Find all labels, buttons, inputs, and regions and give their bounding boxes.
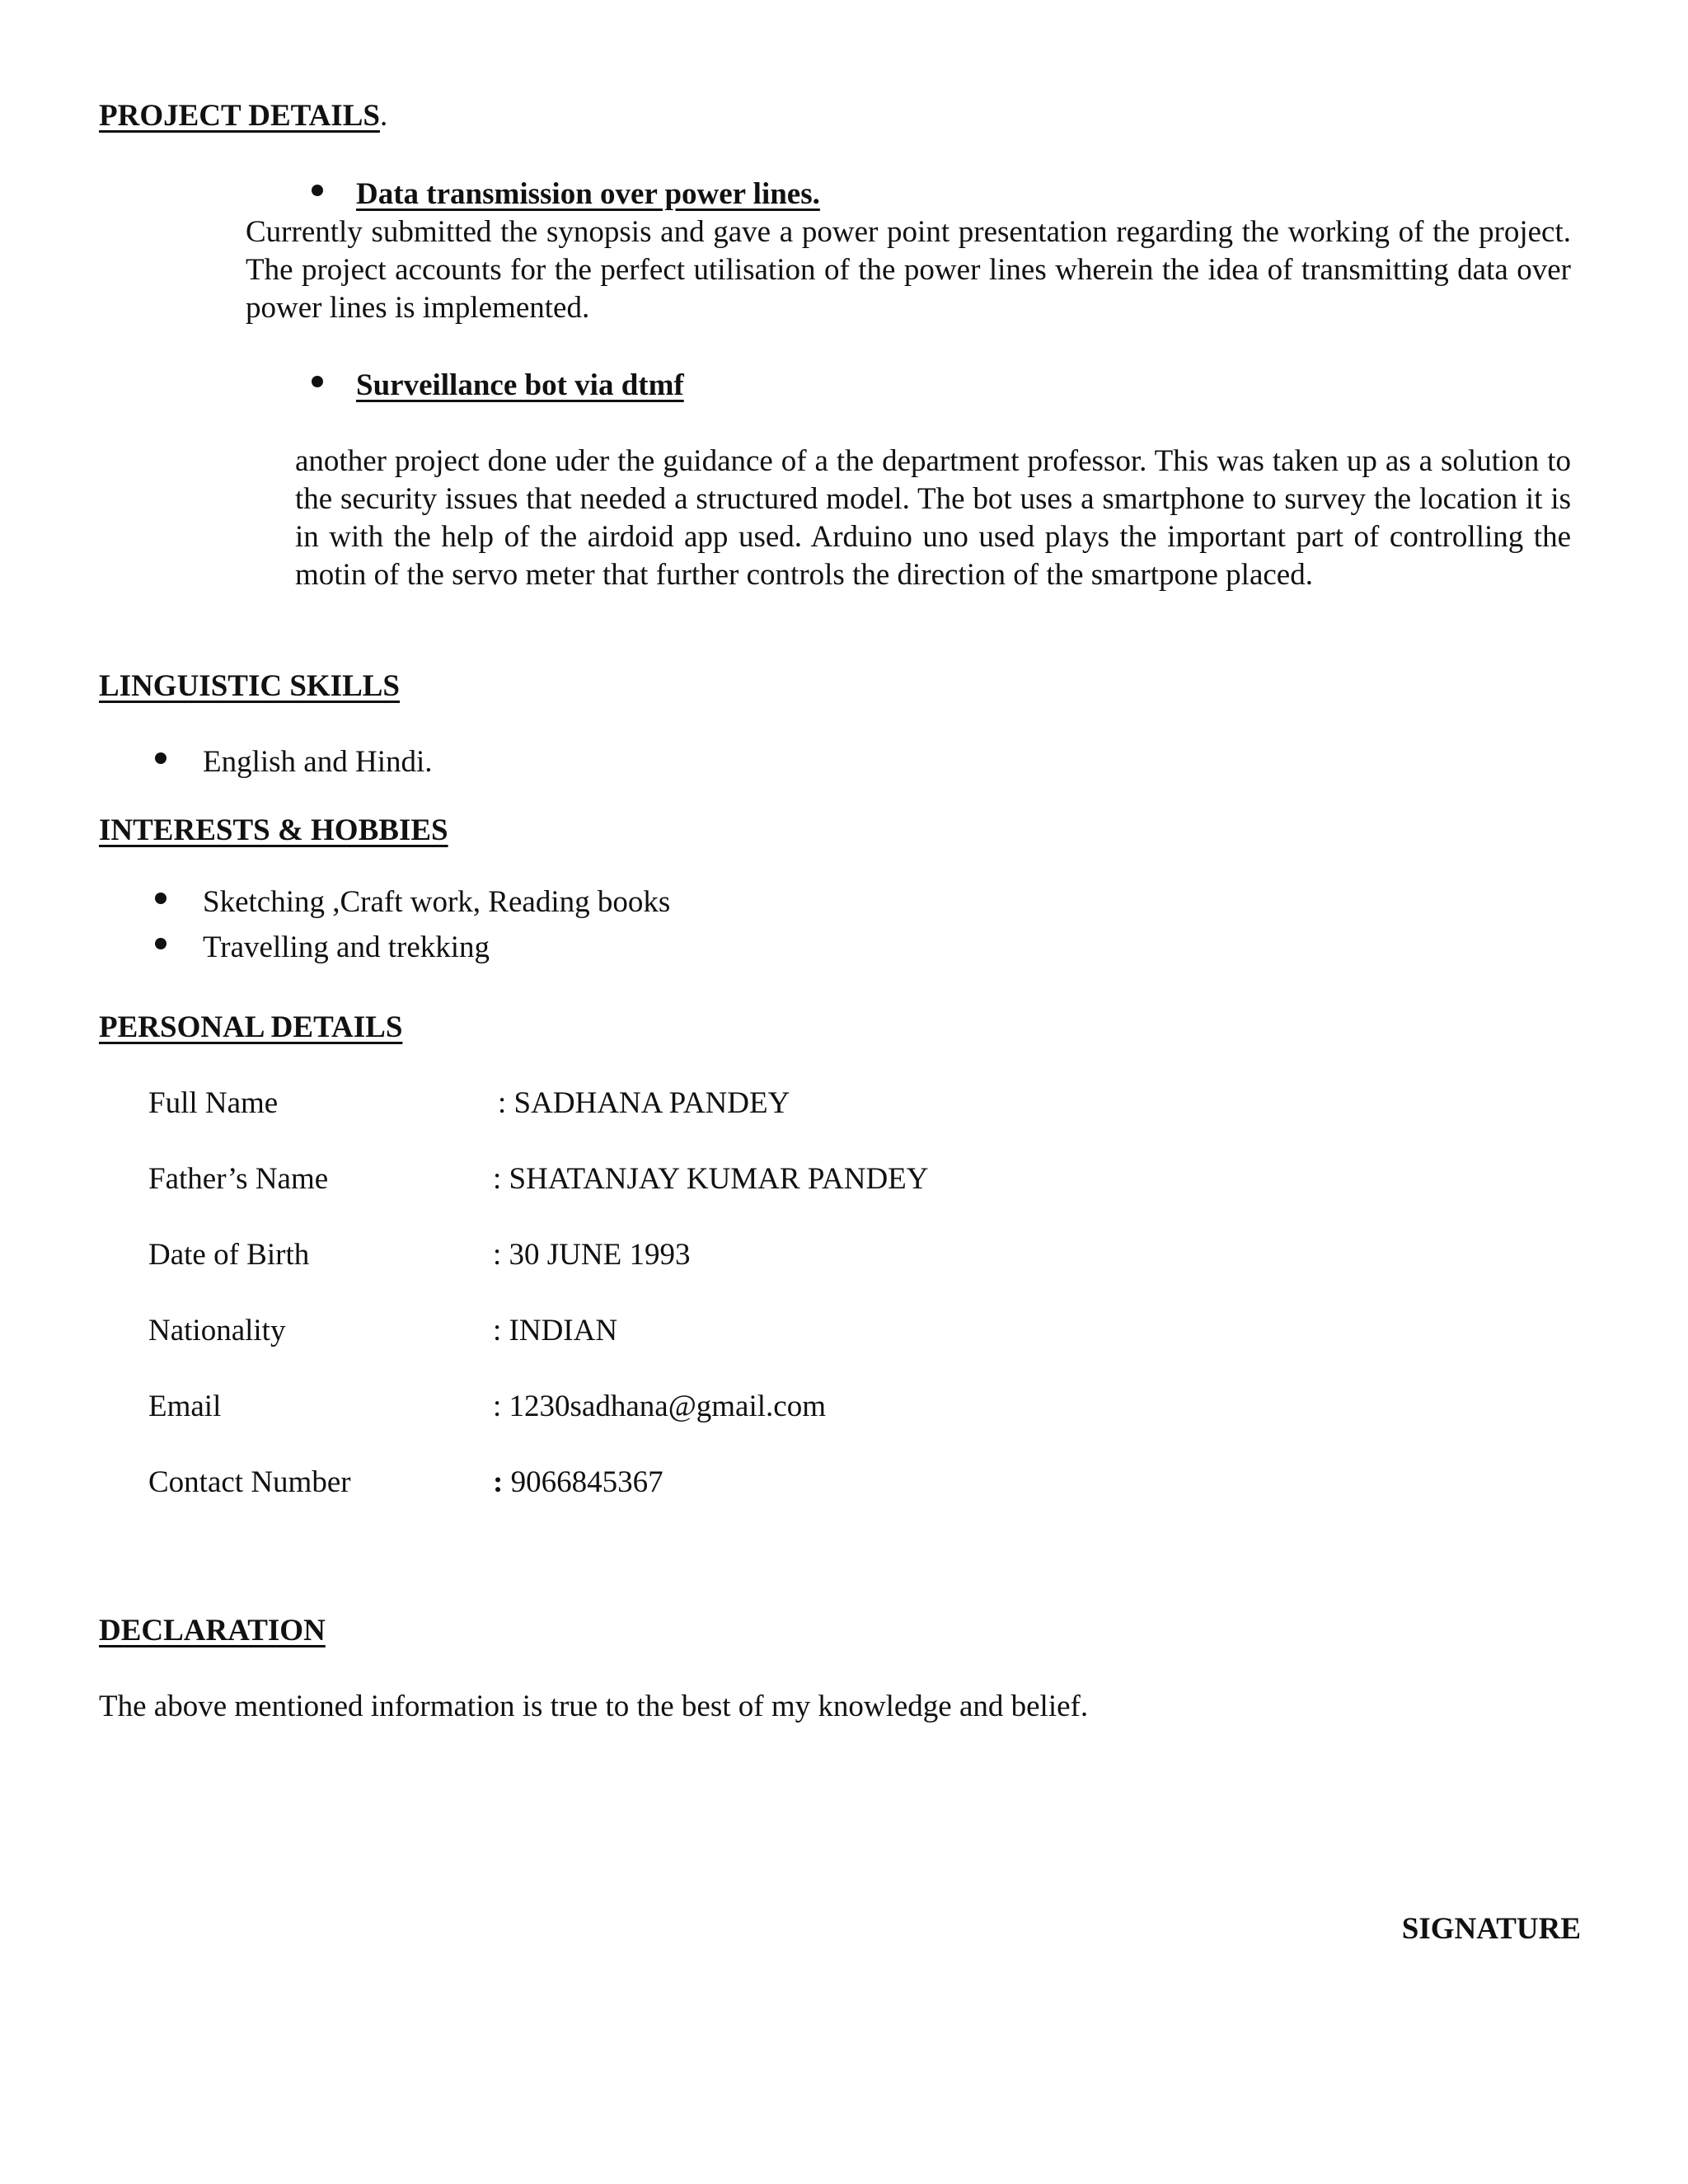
declaration-text: The above mentioned information is true to the best of my knowledge and belief. — [99, 1690, 1089, 1723]
bullet-icon — [155, 893, 166, 904]
contact-number-label: Contact Number — [148, 1465, 351, 1499]
bullet-icon — [155, 938, 166, 949]
linguistic-skills-heading: LINGUISTIC SKILLS — [99, 669, 401, 703]
contact-number-colon: : — [493, 1465, 504, 1499]
full-name-value: : SADHANA PANDEY — [498, 1086, 790, 1120]
project-2-description: another project done uder the guidance of a the department professor. This was taken up as a solution to the security issues that needed a structured model. The bot uses a smartphone to survey the location it is in with the help of the airdoid app used. Arduino uno used plays the important part of controlling the motin of the servo meter that further controls the direction of the smartpone placed. — [295, 444, 1571, 592]
project-1-item — [312, 176, 820, 213]
email-value: : 1230sadhana@gmail.com — [493, 1390, 826, 1423]
bullet-icon — [312, 376, 323, 387]
nationality-label: Nationality — [148, 1314, 286, 1347]
interest-item — [155, 883, 670, 921]
project-1-description: Currently submitted the synopsis and gave a power point presentation regarding the working of the project. The project accounts for the perfect utilisation of the power lines wherein the idea of transmitting data over power lines is implemented. — [246, 215, 1571, 325]
project-1-title: Data transmission over power lines. — [356, 177, 820, 211]
project-2-item — [312, 367, 684, 405]
project-details-heading-suffix: . — [379, 99, 388, 133]
date-of-birth-value: : 30 JUNE 1993 — [493, 1238, 691, 1272]
linguistic-skill-text: English and Hindi. — [203, 745, 433, 779]
contact-number-value: 9066845367 — [503, 1465, 663, 1499]
bullet-icon — [312, 185, 323, 196]
project-details-heading — [99, 97, 387, 135]
project-details-heading-text: PROJECT DETAILS — [99, 99, 380, 133]
email-label: Email — [148, 1390, 222, 1423]
bullet-icon — [155, 752, 166, 764]
personal-details-heading: PERSONAL DETAILS — [99, 1010, 403, 1044]
contact-number-value-wrap — [493, 1464, 663, 1502]
date-of-birth-label: Date of Birth — [148, 1238, 310, 1272]
nationality-value: : INDIAN — [493, 1314, 618, 1347]
project-2-title: Surveillance bot via dtmf — [356, 368, 684, 402]
fathers-name-value: : SHATANJAY KUMAR PANDEY — [493, 1162, 929, 1196]
full-name-label: Full Name — [148, 1086, 279, 1120]
interest-item — [155, 929, 490, 967]
fathers-name-label: Father’s Name — [148, 1162, 329, 1196]
signature-label: SIGNATURE — [1401, 1912, 1581, 1946]
interests-heading: INTERESTS & HOBBIES — [99, 813, 448, 847]
interest-text: Sketching ,Craft work, Reading books — [203, 885, 671, 919]
linguistic-skill-item — [155, 743, 433, 781]
declaration-heading: DECLARATION — [99, 1614, 326, 1647]
interest-text: Travelling and trekking — [203, 930, 490, 964]
